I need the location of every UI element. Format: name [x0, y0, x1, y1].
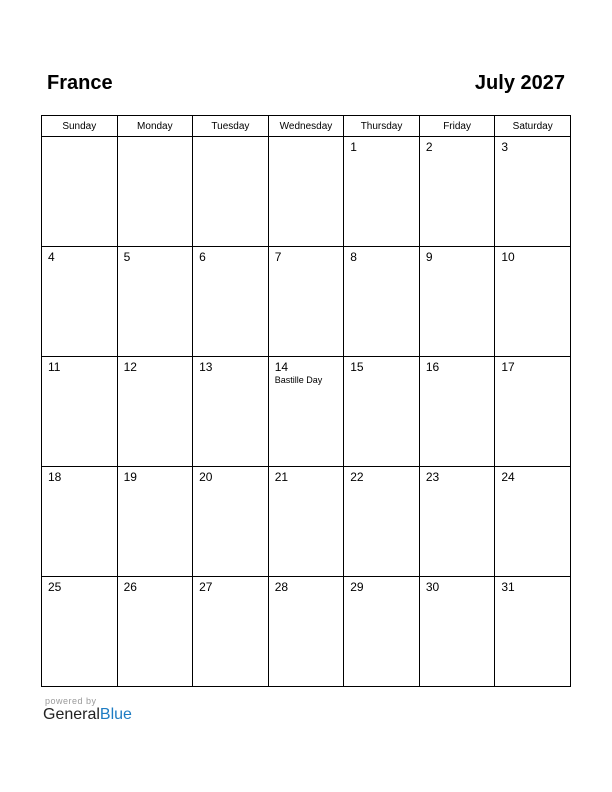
day-number: 19 — [123, 470, 137, 484]
day-number: 29 — [350, 580, 364, 594]
weekday-header: Wednesday — [268, 116, 344, 137]
day-number: 12 — [123, 360, 137, 374]
day-cell — [344, 467, 420, 577]
day-cell — [117, 137, 193, 247]
day-number: 20 — [199, 470, 213, 484]
day-cell — [495, 357, 571, 467]
generalblue-logo[interactable] — [43, 706, 132, 724]
day-cell — [42, 357, 118, 467]
day-number: 27 — [199, 580, 213, 594]
weekday-header: Friday — [419, 116, 495, 137]
day-cell — [42, 577, 118, 687]
day-cell — [268, 247, 344, 357]
day-number: 28 — [274, 580, 289, 594]
day-cell — [193, 247, 269, 357]
day-cell — [495, 247, 571, 357]
day-number: 10 — [501, 250, 515, 264]
day-number: 24 — [501, 470, 515, 484]
day-number: 25 — [48, 580, 62, 594]
day-cell — [419, 357, 495, 467]
calendar-grid — [41, 115, 571, 687]
week-row — [42, 137, 571, 247]
day-number: 11 — [48, 360, 61, 374]
day-number: 18 — [48, 470, 62, 484]
week-row — [42, 357, 571, 467]
week-row — [42, 577, 571, 687]
day-number: 16 — [425, 360, 440, 374]
powered-by-text: powered by — [45, 696, 97, 706]
day-cell — [268, 467, 344, 577]
weekday-header-row — [42, 116, 571, 137]
day-cell — [268, 357, 344, 467]
day-cell — [42, 247, 118, 357]
day-cell — [419, 577, 495, 687]
weekday-header: Saturday — [495, 116, 571, 137]
day-cell — [344, 577, 420, 687]
day-cell — [344, 137, 420, 247]
week-row — [42, 467, 571, 577]
day-number: 2 — [425, 140, 433, 154]
day-number: 5 — [123, 250, 131, 264]
brand-blue-text: Blue — [99, 706, 132, 723]
holiday-label: Bastille Day — [274, 375, 323, 385]
day-number: 3 — [501, 140, 509, 154]
day-cell — [117, 357, 193, 467]
day-cell — [42, 467, 118, 577]
day-cell — [419, 137, 495, 247]
day-number: 21 — [274, 470, 289, 484]
day-number: 4 — [48, 250, 55, 264]
weekday-header: Thursday — [344, 116, 420, 137]
day-cell — [193, 467, 269, 577]
day-cell — [419, 247, 495, 357]
day-number: 1 — [350, 140, 357, 154]
day-cell — [344, 247, 420, 357]
weekday-header: Tuesday — [193, 116, 269, 137]
day-cell — [193, 137, 269, 247]
weekday-header: Monday — [117, 116, 193, 137]
day-number: 15 — [350, 360, 364, 374]
day-number: 31 — [501, 580, 515, 594]
day-cell — [495, 577, 571, 687]
day-number: 6 — [199, 250, 206, 264]
day-cell — [193, 577, 269, 687]
day-number: 7 — [274, 250, 282, 264]
day-cell — [495, 137, 571, 247]
day-number: 8 — [350, 250, 357, 264]
day-number: 14 — [274, 360, 289, 374]
country-title: France — [47, 72, 113, 94]
footer-branding — [43, 696, 132, 724]
month-year-title: July 2027 — [474, 72, 565, 94]
day-cell — [117, 577, 193, 687]
day-cell — [495, 467, 571, 577]
day-cell — [344, 357, 420, 467]
day-cell — [268, 137, 344, 247]
day-cell — [117, 247, 193, 357]
day-number: 13 — [199, 360, 213, 374]
day-cell — [419, 467, 495, 577]
day-cell — [193, 357, 269, 467]
day-number: 23 — [425, 470, 440, 484]
day-cell — [42, 137, 118, 247]
day-cell — [117, 467, 193, 577]
week-row — [42, 247, 571, 357]
day-number: 17 — [501, 360, 515, 374]
day-number: 26 — [123, 580, 137, 594]
day-number: 9 — [425, 250, 433, 264]
day-number: 30 — [425, 580, 440, 594]
day-number: 22 — [350, 470, 364, 484]
day-cell — [268, 577, 344, 687]
weekday-header: Sunday — [42, 116, 118, 137]
brand-general-text: General — [43, 706, 100, 723]
